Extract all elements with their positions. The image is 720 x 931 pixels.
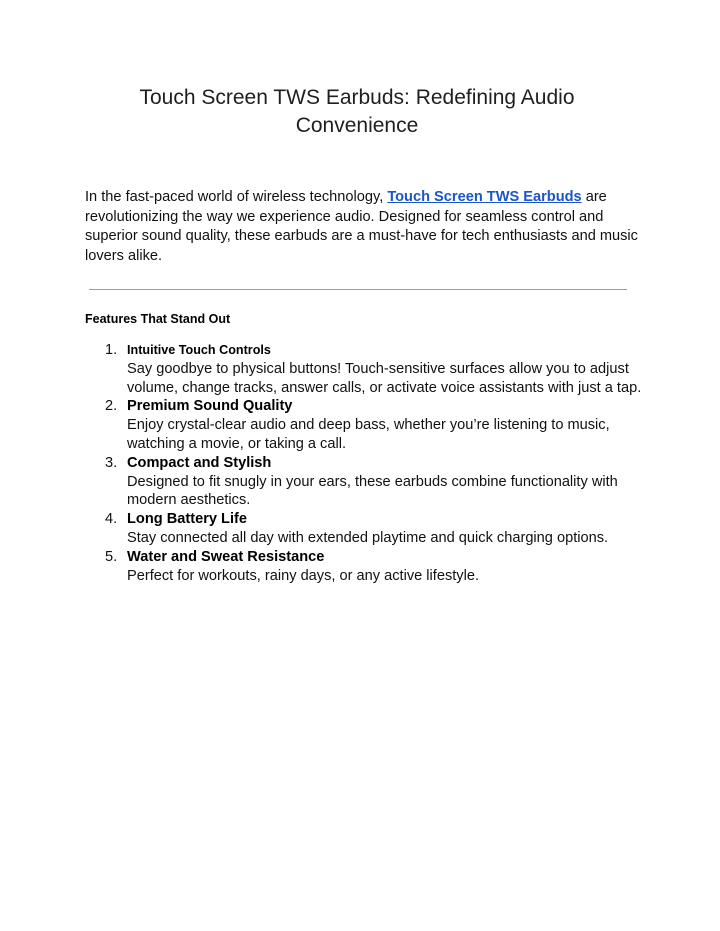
feature-description: Designed to fit snugly in your ears, these earbuds combine functionality with modern aesthetics.	[127, 473, 618, 509]
feature-number: 2.	[105, 398, 118, 415]
feature-description: Enjoy crystal-clear audio and deep bass, whether you’re listening to music, watching a movie, or taking a call.	[127, 417, 610, 452]
product-link[interactable]: Touch Screen TWS Earbuds	[387, 189, 582, 205]
feature-item-2	[85, 397, 645, 453]
feature-number: 3.	[105, 454, 118, 471]
feature-title: Compact and Stylish	[127, 454, 272, 471]
feature-title: Long Battery Life	[127, 511, 247, 528]
feature-description: Say goodbye to physical buttons! Touch-sensitive surfaces allow you to adjust volume, change tracks, answer calls, or activate voice assistants with just a tap.	[127, 360, 642, 396]
feature-number: 5.	[105, 548, 118, 565]
feature-number: 4.	[105, 511, 118, 528]
feature-body	[127, 454, 645, 510]
intro-text-after-link: are revolutionizing the way we experience audio. Designed for seamless control and superior sound quality, these earbuds are a must-have for tech enthusiasts and music lovers alike.	[85, 189, 638, 264]
feature-body	[127, 510, 645, 548]
feature-body	[127, 397, 645, 453]
intro-text-before-link: In the fast-paced world of wireless technology,	[85, 189, 388, 205]
horizontal-divider	[89, 289, 627, 290]
feature-body	[127, 341, 645, 397]
feature-description: Stay connected all day with extended playtime and quick charging options.	[127, 529, 609, 546]
document-title: Touch Screen TWS Earbuds: Redefining Audio Convenience	[139, 86, 575, 137]
feature-item-5	[85, 548, 645, 586]
section-heading: Features That Stand Out	[85, 312, 231, 326]
feature-number: 1.	[105, 342, 118, 358]
feature-item-4	[85, 510, 645, 548]
intro-paragraph	[85, 188, 645, 266]
feature-description: Perfect for workouts, rainy days, or any active lifestyle.	[127, 567, 480, 584]
feature-list	[85, 341, 645, 585]
feature-title: Premium Sound Quality	[127, 398, 293, 415]
feature-title: Water and Sweat Resistance	[127, 548, 325, 565]
feature-title: Intuitive Touch Controls	[127, 343, 271, 357]
feature-item-1	[85, 341, 645, 397]
feature-body	[127, 548, 645, 586]
feature-item-3	[85, 454, 645, 510]
